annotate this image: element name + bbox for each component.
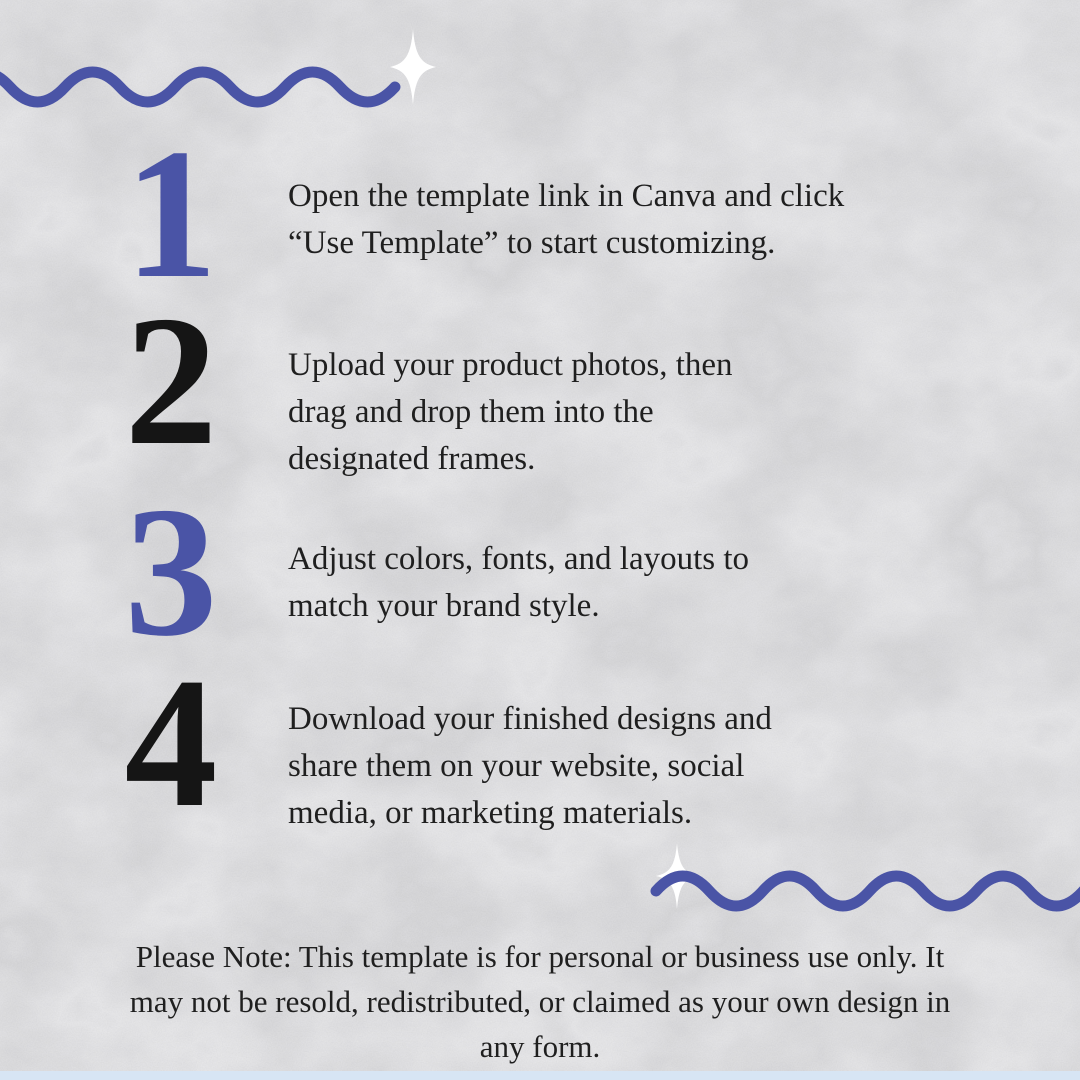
step-number: 2	[124, 278, 216, 484]
step-text-line: media, or marketing materials.	[288, 795, 693, 831]
step-text-line: Upload your product photos, then	[288, 347, 733, 383]
usage-note	[40, 934, 1040, 1069]
step-text-line: Open the template link in Canva and click	[288, 178, 845, 214]
step-text-line: Download your finished designs and	[288, 701, 772, 737]
bottom-border-strip	[0, 1071, 1080, 1080]
step-text	[288, 173, 844, 267]
step-text	[288, 536, 749, 630]
step-text-line: share them on your website, social	[288, 748, 745, 784]
step-text-line: “Use Template” to start customizing.	[288, 225, 776, 261]
step-number: 3	[124, 469, 216, 675]
step-text	[288, 342, 733, 483]
usage-note-line: may not be resold, redistributed, or claimed as your own design in	[129, 984, 951, 1019]
step-text-line: Adjust colors, fonts, and layouts to	[288, 541, 750, 577]
step-text	[288, 696, 772, 837]
usage-note-line: Please Note: This template is for personal or business use only. It	[135, 939, 945, 974]
step-text-line: designated frames.	[288, 441, 536, 477]
step-number: 4	[124, 640, 216, 846]
usage-note-line: any form.	[479, 1029, 601, 1064]
step-text-line: match your brand style.	[288, 588, 600, 624]
step-text-line: drag and drop them into the	[288, 394, 654, 430]
step-number: 1	[124, 111, 216, 317]
